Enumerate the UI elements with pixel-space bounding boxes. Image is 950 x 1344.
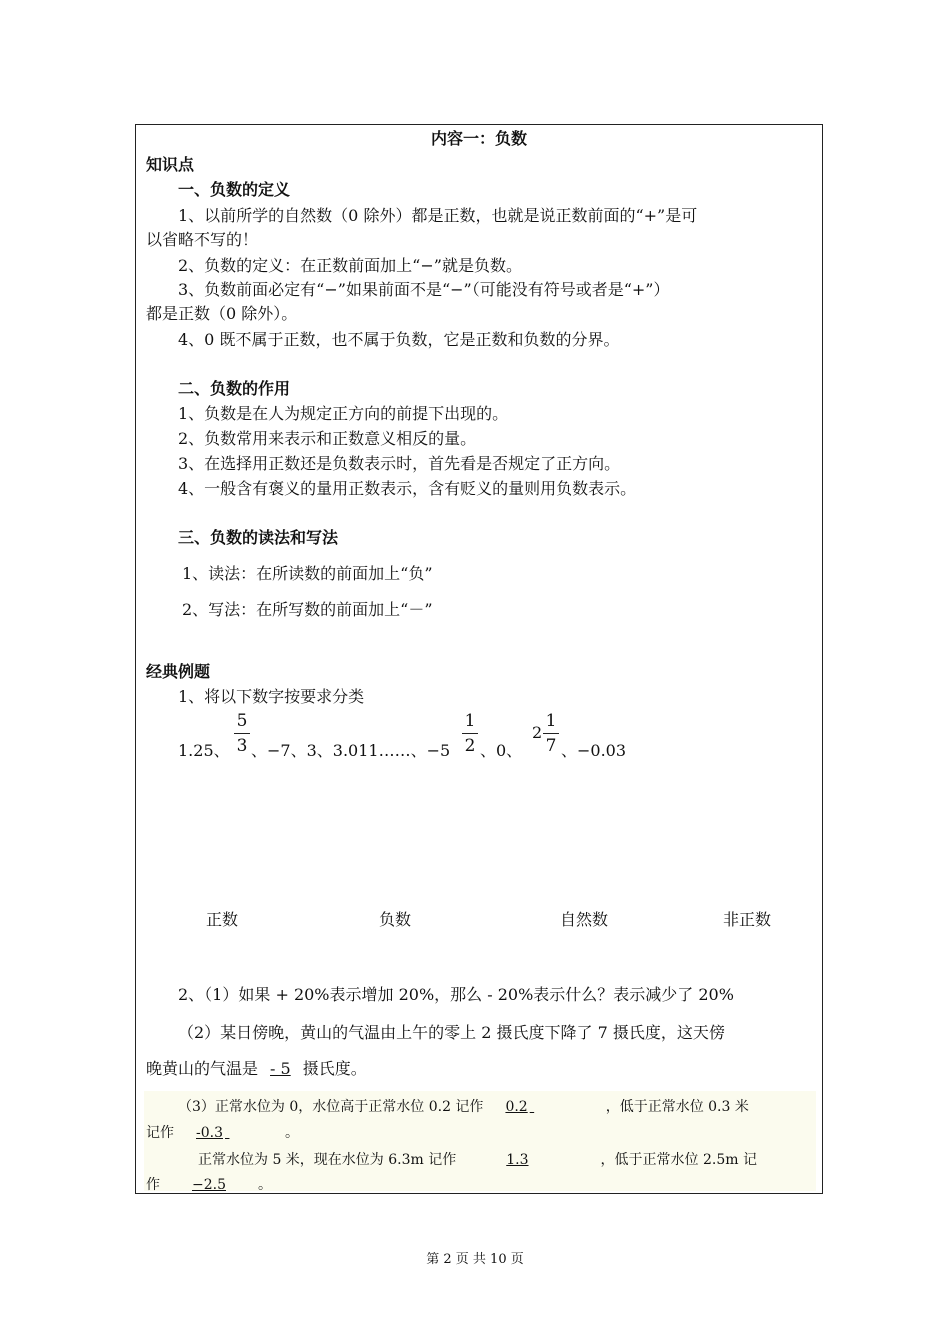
fraction-numerator: 1 — [545, 711, 557, 731]
point3-line2: 都是正数（0 除外）。 — [146, 304, 298, 323]
answer-water-high: 0.2 — [505, 1099, 528, 1115]
number-c: 、0、 — [480, 741, 523, 760]
question2-3-line1 — [178, 1097, 749, 1117]
question2-3-text-c: 记作 — [146, 1125, 174, 1141]
section2-item3: 3、在选择用正数还是负数表示时，首先看是否规定了正方向。 — [178, 454, 621, 473]
fraction-1-7 — [542, 711, 560, 756]
section3-item2: 2、写法：在所写数的前面加上“－” — [182, 600, 433, 619]
fraction-1-2 — [461, 711, 479, 756]
question2-3-line2 — [146, 1123, 299, 1143]
question2-4-text-c: 作 — [146, 1177, 160, 1193]
question2-2-suffix: 摄氏度。 — [302, 1059, 367, 1078]
section2-item1: 1、负数是在人为规定正方向的前提下出现的。 — [178, 404, 509, 423]
category-natural: 自然数 — [560, 910, 609, 929]
question2-4-text-a: 正常水位为 5 米，现在水位为 6.3m 记作 — [198, 1152, 457, 1168]
number-a: 1.25、 — [178, 741, 230, 760]
fraction-numerator: 5 — [236, 711, 248, 731]
fraction-denominator: 3 — [236, 736, 248, 756]
question2-2-line1: （2）某日傍晚，黄山的气温由上午的零上 2 摄氏度下降了 7 摄氏度，这天傍 — [178, 1023, 725, 1042]
category-non-positive: 非正数 — [723, 910, 772, 929]
section2-item4: 4、一般含有褒义的量用正数表示，含有贬义的量则用负数表示。 — [178, 479, 637, 498]
question2-3-text-b: ，低于正常水位 0.3 米 — [605, 1099, 749, 1115]
question2-2-line2 — [146, 1059, 367, 1079]
question2-2-prefix: 晚黄山的气温是 — [146, 1059, 259, 1078]
point1-line1: 1、以前所学的自然数（0 除外）都是正数，也就是说正数前面的“+”是可 — [178, 206, 698, 225]
question2-1: 2、（1）如果 + 20%表示增加 20%，那么 - 20%表示什么？表示减少了 20% — [178, 985, 734, 1004]
page-title: 内容一：负数 — [430, 129, 527, 148]
section3-heading: 三、负数的读法和写法 — [178, 528, 339, 547]
section3-item1: 1、读法：在所读数的前面加上“负” — [182, 564, 433, 583]
point1-line2: 以省略不写的！ — [146, 230, 259, 249]
answer-water-low: -0.3 — [196, 1125, 223, 1141]
number-d: 、−0.03 — [561, 741, 627, 760]
point2: 2、负数的定义：在正数前面加上“−”就是负数。 — [178, 256, 522, 275]
point4: 4、0 既不属于正数，也不属于负数，它是正数和负数的分界。 — [178, 330, 620, 349]
fraction-5-3 — [233, 711, 251, 756]
section2-item2: 2、负数常用来表示和正数意义相反的量。 — [178, 429, 477, 448]
fraction-denominator: 7 — [545, 736, 557, 756]
point3-line1: 3、负数前面必定有“−”如果前面不是“−”（可能没有符号或者是“+”） — [178, 280, 670, 299]
category-positive: 正数 — [206, 910, 239, 929]
answer-water-2-5: −2.5 — [192, 1177, 226, 1193]
answer-temperature: - 5 — [270, 1059, 291, 1078]
fraction-numerator: 1 — [464, 711, 476, 731]
mixed-whole: 2 — [532, 723, 543, 742]
examples-heading: 经典例题 — [146, 662, 211, 681]
number-b: 、−7、3、3.011……、−5 — [251, 741, 451, 760]
knowledge-heading: 知识点 — [146, 155, 195, 174]
page-footer: 第 2 页 共 10 页 — [426, 1252, 524, 1267]
question2-3-text-d: 。 — [285, 1125, 299, 1141]
question2-4-text-b: ，低于正常水位 2.5m 记 — [600, 1152, 757, 1168]
fraction-denominator: 2 — [464, 736, 476, 756]
category-negative: 负数 — [379, 910, 412, 929]
section2-heading: 二、负数的作用 — [178, 379, 291, 398]
section1-heading: 一、负数的定义 — [178, 180, 291, 199]
answer-water-6-3: 1.3 — [506, 1152, 529, 1168]
question2-3-text-a: （3）正常水位为 0，水位高于正常水位 0.2 记作 — [178, 1099, 484, 1115]
content-frame — [135, 124, 823, 1194]
question2-4-text-d: 。 — [258, 1177, 272, 1193]
question2-4-line1 — [198, 1150, 757, 1170]
question1: 1、将以下数字按要求分类 — [178, 687, 365, 706]
question2-4-line2 — [146, 1175, 272, 1195]
